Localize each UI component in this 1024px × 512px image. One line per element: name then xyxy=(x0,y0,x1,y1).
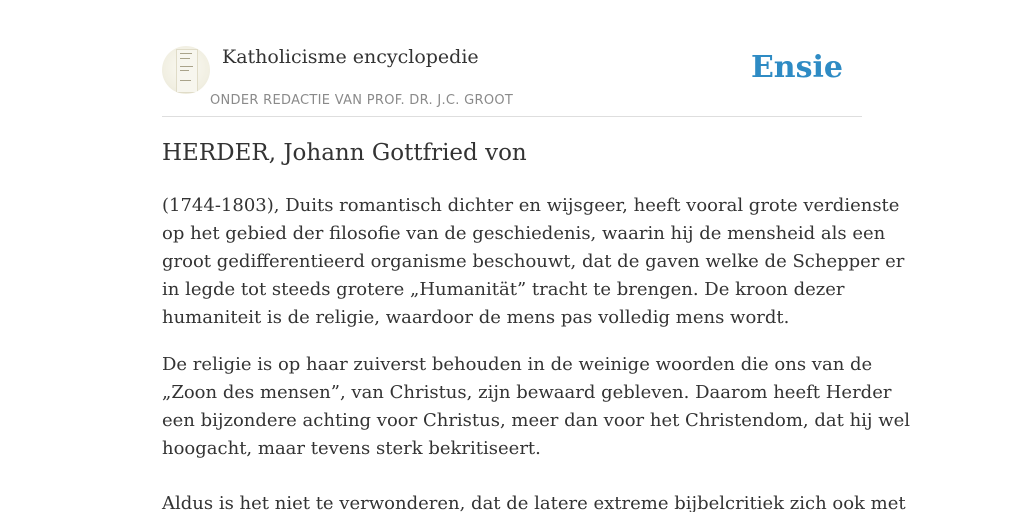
text-line: (1744-1803), Duits romantisch dichter en wijsgeer, heeft vooral grote verdienste xyxy=(162,195,900,216)
book-cover-thumbnail[interactable] xyxy=(162,46,210,94)
text-line: in legde tot steeds grotere „Humanität” tracht te brengen. De kroon dezer xyxy=(162,279,845,300)
text-line: groot gedifferentieerd organisme beschouwt, dat de gaven welke de Schepper er xyxy=(162,251,905,272)
text-line: De religie is op haar zuiverst behouden in de weinige woorden die ons van de xyxy=(162,354,873,375)
text-line: humaniteit is de religie, waardoor de mens pas volledig mens wordt. xyxy=(162,307,790,328)
ensie-logo-link[interactable]: Ensie xyxy=(750,50,843,85)
text-line: „Zoon des mensen”, van Christus, zijn bewaard gebleven. Daarom heeft Herder xyxy=(162,382,892,403)
paragraph xyxy=(162,192,905,332)
text-line: Aldus is het niet te verwonderen, dat de latere extreme bijbelcritiek zich ook met xyxy=(162,493,906,512)
text-line: op het gebied der filosofie van de geschiedenis, waarin hij de mensheid als een xyxy=(162,223,886,244)
paragraph xyxy=(162,351,911,463)
book-cover-image xyxy=(176,49,198,93)
paragraph xyxy=(162,490,906,512)
text-line: een bijzondere achting voor Christus, meer dan voor het Christendom, dat hij wel xyxy=(162,410,911,431)
header xyxy=(162,40,862,117)
book-title[interactable]: Katholicisme encyclopedie xyxy=(222,46,479,68)
text-line: hoogacht, maar tevens sterk bekritiseert. xyxy=(162,438,541,459)
book-subtitle: ONDER REDACTIE VAN PROF. DR. J.C. GROOT xyxy=(210,93,514,108)
entry-title: HERDER, Johann Gottfried von xyxy=(162,140,527,166)
entry-body xyxy=(162,192,911,512)
